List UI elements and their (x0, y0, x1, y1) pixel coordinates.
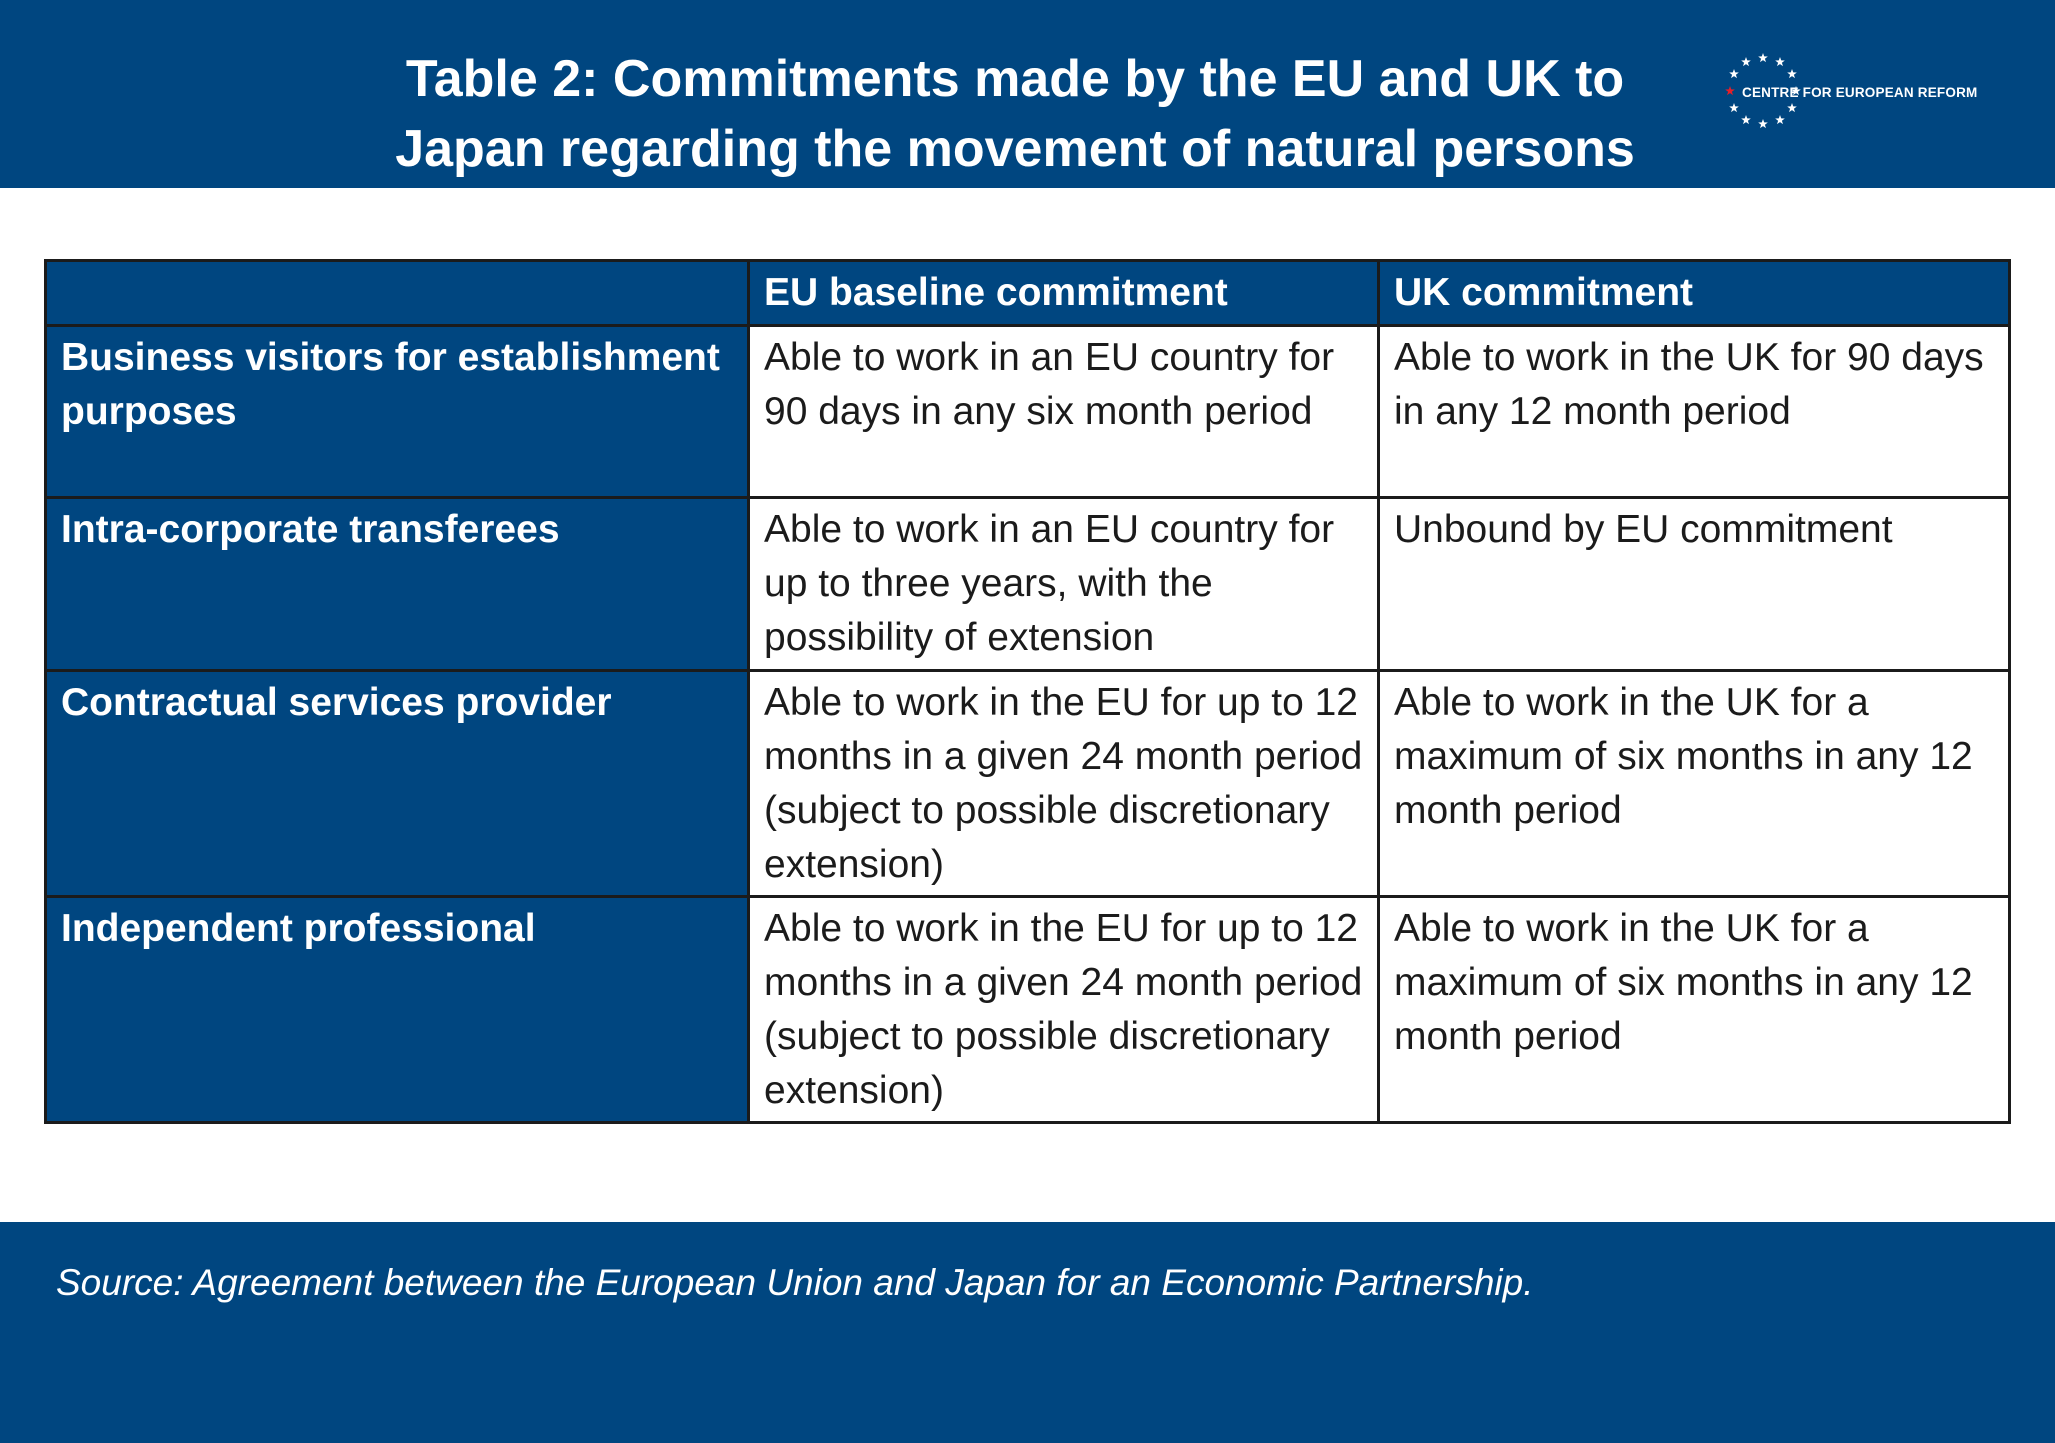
source-note: Source: Agreement between the European Union and Japan for an Economic Partnership. (56, 1262, 1534, 1303)
row-category: Intra-corporate transferees (46, 498, 749, 671)
table-row (46, 498, 2010, 671)
table-header-row (46, 261, 2010, 326)
uk-commitment-cell: Able to work in the UK for a maximum of six months in any 12 month period (1379, 671, 2010, 897)
eu-commitment-cell: Able to work in an EU country for 90 days in any six month period (749, 326, 1379, 498)
column-header-category (46, 261, 749, 326)
title-line-2: Japan regarding the movement of natural persons (395, 120, 1635, 178)
cer-logo (1718, 50, 2018, 136)
uk-commitment-cell: Unbound by EU commitment (1379, 498, 2010, 671)
table-row (46, 897, 2010, 1123)
footer-band (0, 1222, 2055, 1443)
header-band (0, 0, 2055, 188)
row-category: Contractual services provider (46, 671, 749, 897)
row-category: Independent professional (46, 897, 749, 1123)
column-header-eu: EU baseline commitment (749, 261, 1379, 326)
page-title (330, 44, 1700, 184)
uk-commitment-cell: Able to work in the UK for 90 days in any 12 month period (1379, 326, 2010, 498)
uk-commitment-cell: Able to work in the UK for a maximum of six months in any 12 month period (1379, 897, 2010, 1123)
commitments-table (44, 259, 2011, 1124)
table-row (46, 326, 2010, 498)
eu-commitment-cell: Able to work in the EU for up to 12 months in a given 24 month period (subject to possible discretionary extension) (749, 671, 1379, 897)
column-header-uk: UK commitment (1379, 261, 2010, 326)
eu-commitment-cell: Able to work in an EU country for up to three years, with the possibility of extension (749, 498, 1379, 671)
eu-commitment-cell: Able to work in the EU for up to 12 months in a given 24 month period (subject to possible discretionary extension) (749, 897, 1379, 1123)
table-row (46, 671, 2010, 897)
title-line-1: Table 2: Commitments made by the EU and UK to (405, 50, 1625, 108)
logo-text: CENTRE FOR EUROPEAN REFORM (1742, 85, 1978, 100)
row-category: Business visitors for establishment purposes (46, 326, 749, 498)
